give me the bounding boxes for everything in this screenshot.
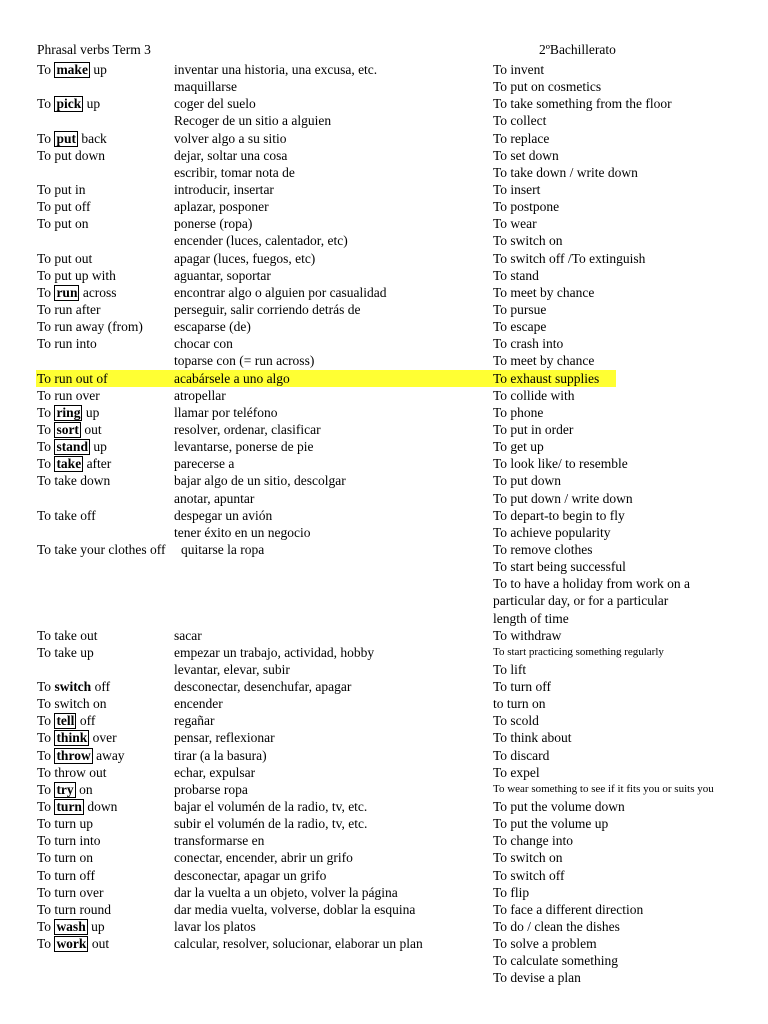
table-row: [0, 781, 768, 798]
spanish-meaning: escribir, tomar nota de: [174, 164, 295, 180]
english-meaning: To meet by chance: [493, 284, 595, 300]
table-row: [0, 918, 768, 935]
phrasal-verb: [37, 250, 92, 267]
english-meaning: To switch on: [493, 850, 563, 866]
verb-prefix: To take your clothes off: [37, 541, 166, 557]
course-label: 2ºBachillerato: [539, 42, 616, 57]
english-meaning: To look like/ to resemble: [493, 456, 628, 472]
phrasal-verb: [37, 935, 109, 952]
english-meaning: To postpone: [493, 199, 560, 215]
phrasal-verb: [37, 284, 117, 301]
phrasal-verb: [37, 627, 98, 644]
verb-prefix: To run after: [37, 301, 101, 317]
spanish-meaning: despegar un avión: [174, 507, 273, 523]
verb-particle: off: [91, 679, 111, 695]
verb-prefix: To put up with: [37, 267, 116, 283]
verb-particle: out: [80, 421, 102, 437]
spanish-meaning: sacar: [174, 627, 202, 643]
verb-keyword: think: [56, 730, 88, 746]
phrasal-verb: [37, 832, 101, 849]
verb-keyword: throw: [56, 747, 91, 763]
table-row: [0, 969, 768, 986]
spanish-meaning: dejar, soltar una cosa: [174, 147, 288, 163]
table-row: [0, 438, 768, 455]
table-row: [0, 935, 768, 952]
table-row: [0, 318, 768, 335]
table-row: [0, 472, 768, 489]
verb-prefix: To: [37, 799, 55, 815]
english-meaning: To pursue: [493, 301, 547, 317]
verb-prefix: To run out of: [37, 370, 108, 386]
table-row: [0, 575, 768, 592]
phrasal-verb: [37, 849, 93, 866]
english-meaning: To face a different direction: [493, 901, 644, 917]
phrasal-verb-table: [0, 61, 768, 987]
spanish-meaning: encender (luces, calentador, etc): [174, 233, 348, 249]
phrasal-verb: [37, 267, 116, 284]
table-row: [0, 884, 768, 901]
english-meaning: To stand: [493, 267, 539, 283]
table-row: [0, 181, 768, 198]
table-row: [0, 952, 768, 969]
spanish-meaning: transformarse en: [174, 833, 265, 849]
verb-prefix: To turn off: [37, 867, 96, 883]
english-meaning: To change into: [493, 833, 574, 849]
verb-prefix: To put out: [37, 250, 93, 266]
phrasal-verb: [37, 215, 89, 232]
table-row: [0, 61, 768, 78]
verb-prefix: To run away (from): [37, 319, 143, 335]
phrasal-verb: [37, 370, 108, 387]
phrasal-verb: [37, 147, 105, 164]
table-row: [0, 541, 768, 558]
verb-keyword: ring: [56, 404, 81, 420]
english-meaning: To switch off /To extinguish: [493, 250, 646, 266]
verb-keyword: stand: [56, 439, 88, 455]
table-row: [0, 832, 768, 849]
verb-keyword: sort: [56, 421, 79, 437]
verb-prefix: To take up: [37, 644, 94, 660]
spanish-meaning: calcular, resolver, solucionar, elaborar un plan: [174, 936, 423, 952]
verb-keyword: run: [56, 284, 78, 300]
english-meaning: To put down: [493, 473, 562, 489]
table-row: [0, 164, 768, 181]
verb-prefix: To put down: [37, 147, 106, 163]
verb-prefix: To: [37, 679, 55, 695]
spanish-meaning: chocar con: [174, 336, 233, 352]
phrasal-verb: [37, 301, 101, 318]
table-row: [0, 421, 768, 438]
table-row: [0, 267, 768, 284]
verb-keyword: make: [56, 62, 88, 77]
table-row: [0, 250, 768, 267]
table-row: [0, 610, 768, 627]
verb-keyword: tell: [56, 713, 75, 729]
english-meaning: To take down / write down: [493, 164, 638, 180]
verb-prefix: To put on: [37, 216, 89, 232]
table-row: [0, 524, 768, 541]
table-row: [0, 455, 768, 472]
spanish-meaning: volver algo a su sitio: [174, 130, 287, 146]
spanish-meaning: Recoger de un sitio a alguien: [174, 113, 332, 129]
phrasal-verb: [37, 901, 111, 918]
table-row: [0, 147, 768, 164]
table-row: [0, 352, 768, 369]
spanish-meaning: aguantar, soportar: [174, 267, 271, 283]
verb-particle: up: [87, 919, 105, 935]
english-meaning: To calculate something: [493, 953, 619, 969]
spanish-meaning: perseguir, salir corriendo detrás de: [174, 301, 361, 317]
spanish-meaning: probarse ropa: [174, 781, 248, 797]
table-row: [0, 335, 768, 352]
phrasal-verb: [37, 918, 105, 935]
spanish-meaning: llamar por teléfono: [174, 404, 278, 420]
table-row: [0, 849, 768, 866]
spanish-meaning: introducir, insertar: [174, 181, 274, 197]
english-meaning: To think about: [493, 730, 572, 746]
phrasal-verb: [37, 181, 86, 198]
spanish-meaning: desconectar, desenchufar, apagar: [174, 679, 352, 695]
phrasal-verb: [37, 884, 104, 901]
table-row: [0, 112, 768, 129]
verb-prefix: To: [37, 730, 55, 746]
spanish-meaning: anotar, apuntar: [174, 490, 255, 506]
verb-prefix: To: [37, 919, 55, 935]
english-meaning: To take something from the floor: [493, 96, 672, 112]
english-meaning: To put in order: [493, 421, 574, 437]
verb-prefix: To turn round: [37, 901, 112, 917]
english-meaning: To solve a problem: [493, 936, 597, 952]
english-meaning: To depart-to begin to fly: [493, 507, 625, 523]
verb-prefix: To run over: [37, 387, 100, 403]
english-meaning: To expel: [493, 764, 540, 780]
verb-particle: across: [79, 284, 117, 300]
english-meaning: To invent: [493, 62, 545, 77]
table-row: [0, 284, 768, 301]
english-meaning: length of time: [493, 610, 569, 626]
verb-prefix: To: [37, 456, 55, 472]
spanish-meaning: coger del suelo: [174, 96, 256, 112]
table-row: [0, 95, 768, 112]
phrasal-verb: [37, 318, 143, 335]
spanish-meaning: bajar algo de un sitio, descolgar: [174, 473, 346, 489]
english-meaning: To achieve popularity: [493, 524, 611, 540]
phrasal-verb: [37, 335, 97, 352]
spanish-meaning: quitarse la ropa: [181, 541, 265, 557]
verb-prefix: To: [37, 747, 55, 763]
english-meaning: To phone: [493, 404, 544, 420]
verb-particle: up: [89, 439, 107, 455]
spanish-meaning: encontrar algo o alguien por casualidad: [174, 284, 387, 300]
spanish-meaning: aplazar, posponer: [174, 199, 269, 215]
english-meaning: To turn off: [493, 679, 552, 695]
phrasal-verb: [37, 695, 107, 712]
table-row: [0, 387, 768, 404]
document-title: Phrasal verbs Term 3: [37, 42, 151, 57]
table-row: [0, 490, 768, 507]
verb-particle: up: [83, 96, 101, 112]
english-meaning: To switch off: [493, 867, 565, 883]
verb-prefix: To take off: [37, 507, 96, 523]
table-row: [0, 747, 768, 764]
table-row: [0, 592, 768, 609]
english-meaning: To exhaust supplies: [493, 370, 600, 386]
english-meaning: To to have a holiday from work on a: [493, 576, 691, 592]
english-meaning: To wear: [493, 216, 537, 232]
english-meaning: particular day, or for a particular: [493, 593, 669, 609]
table-row: [0, 627, 768, 644]
english-meaning: To put the volume up: [493, 816, 609, 832]
table-row: [0, 404, 768, 421]
spanish-meaning: empezar un trabajo, actividad, hobby: [174, 644, 375, 660]
verb-prefix: To turn into: [37, 833, 101, 849]
spanish-meaning: tirar (a la basura): [174, 747, 267, 763]
english-meaning: To replace: [493, 130, 550, 146]
verb-keyword: try: [56, 781, 74, 797]
table-row: [0, 644, 768, 661]
spanish-meaning: parecerse a: [174, 456, 235, 472]
table-row: [0, 130, 768, 147]
phrasal-verb: [37, 747, 125, 764]
phrasal-verb: [37, 781, 93, 798]
spanish-meaning: resolver, ordenar, clasificar: [174, 421, 321, 437]
verb-prefix: To: [37, 130, 55, 146]
spanish-meaning: desconectar, apagar un grifo: [174, 867, 327, 883]
spanish-meaning: dar media vuelta, volverse, doblar la esquina: [174, 901, 416, 917]
table-row: [0, 695, 768, 712]
verb-prefix: To take down: [37, 473, 111, 489]
verb-particle: on: [75, 781, 93, 797]
spanish-meaning: inventar una historia, una excusa, etc.: [174, 62, 378, 77]
english-meaning: To crash into: [493, 336, 564, 352]
spanish-meaning: tener éxito en un negocio: [174, 524, 311, 540]
spanish-meaning: apagar (luces, fuegos, etc): [174, 250, 316, 266]
verb-keyword: wash: [56, 919, 86, 935]
verb-prefix: To: [37, 936, 55, 952]
verb-particle: back: [77, 130, 107, 146]
verb-prefix: To switch on: [37, 696, 107, 712]
phrasal-verb: [37, 472, 110, 489]
spanish-meaning: pensar, reflexionar: [174, 730, 275, 746]
english-meaning: To withdraw: [493, 627, 562, 643]
english-meaning: To insert: [493, 181, 541, 197]
phrasal-verb: [37, 95, 100, 112]
phrasal-verb: [37, 764, 107, 781]
phrasal-verb: [37, 729, 117, 746]
english-meaning: To get up: [493, 439, 544, 455]
verb-particle: away: [92, 747, 125, 763]
verb-prefix: To run into: [37, 336, 97, 352]
english-meaning: To put down / write down: [493, 490, 633, 506]
spanish-meaning: ponerse (ropa): [174, 216, 253, 232]
table-row: [0, 198, 768, 215]
verb-keyword: pick: [56, 96, 82, 112]
verb-prefix: To: [37, 62, 55, 77]
verb-particle: out: [88, 936, 110, 952]
phrasal-verb: [37, 798, 117, 815]
phrasal-verb: [37, 644, 94, 661]
verb-particle: down: [83, 799, 118, 815]
verb-keyword: work: [56, 936, 87, 952]
verb-prefix: To take out: [37, 627, 98, 643]
english-meaning: To put the volume down: [493, 799, 625, 815]
phrasal-verb: [37, 455, 111, 472]
spanish-meaning: levantar, elevar, subir: [174, 661, 290, 677]
table-row: [0, 867, 768, 884]
document-header: [37, 42, 768, 60]
english-meaning: To wear something to see if it fits you or suits you: [493, 782, 714, 795]
english-meaning: To start practicing something regularly: [493, 645, 664, 658]
verb-keyword: put: [56, 130, 76, 146]
phrasal-verb: [37, 387, 100, 404]
spanish-meaning: encender: [174, 696, 223, 712]
verb-prefix: To: [37, 781, 55, 797]
phrasal-verb: [37, 712, 95, 729]
english-meaning: To flip: [493, 884, 530, 900]
phrasal-verb: [37, 438, 107, 455]
verb-prefix: To turn over: [37, 884, 104, 900]
verb-particle: up: [89, 62, 107, 77]
verb-prefix: To throw out: [37, 764, 107, 780]
phrasal-verb: [37, 678, 110, 695]
english-meaning: To devise a plan: [493, 970, 581, 986]
spanish-meaning: atropellar: [174, 387, 226, 403]
spanish-meaning: toparse con (= run across): [174, 353, 315, 369]
table-row: [0, 764, 768, 781]
table-row: [0, 215, 768, 232]
phrasal-verb: [37, 867, 95, 884]
verb-keyword: turn: [56, 799, 82, 815]
verb-prefix: To: [37, 96, 55, 112]
verb-keyword: switch: [54, 679, 92, 695]
table-row: [0, 815, 768, 832]
english-meaning: To meet by chance: [493, 353, 595, 369]
verb-keyword: take: [56, 456, 82, 472]
english-meaning: to turn on: [493, 696, 546, 712]
verb-prefix: To turn up: [37, 816, 94, 832]
verb-prefix: To: [37, 713, 55, 729]
spanish-meaning: bajar el volumén de la radio, tv, etc.: [174, 799, 368, 815]
table-row: [0, 678, 768, 695]
spanish-meaning: acabársele a uno algo: [174, 370, 290, 386]
phrasal-verb: [37, 404, 99, 421]
phrasal-verb: [37, 198, 91, 215]
table-row: [0, 798, 768, 815]
english-meaning: To lift: [493, 661, 527, 677]
spanish-meaning: maquillarse: [174, 79, 237, 95]
phrasal-verb: [37, 815, 93, 832]
verb-particle: after: [83, 456, 112, 472]
english-meaning: To collect: [493, 113, 547, 129]
english-meaning: To remove clothes: [493, 541, 593, 557]
table-row: [0, 507, 768, 524]
phrasal-verb: [37, 61, 107, 78]
table-row: [0, 558, 768, 575]
english-meaning: To escape: [493, 319, 547, 335]
verb-prefix: To: [37, 439, 55, 455]
spanish-meaning: dar la vuelta a un objeto, volver la página: [174, 884, 398, 900]
phrasal-verb: [37, 130, 107, 147]
table-row: [0, 661, 768, 678]
english-meaning: To set down: [493, 147, 559, 163]
english-meaning: To discard: [493, 747, 550, 763]
table-row: [0, 78, 768, 95]
spanish-meaning: echar, expulsar: [174, 764, 256, 780]
table-row: [0, 370, 768, 387]
table-row: [0, 729, 768, 746]
phrasal-verb: [37, 507, 96, 524]
english-meaning: To put on cosmetics: [493, 79, 602, 95]
spanish-meaning: levantarse, ponerse de pie: [174, 439, 314, 455]
spanish-meaning: escaparse (de): [174, 319, 251, 335]
spanish-meaning: lavar los platos: [174, 919, 256, 935]
english-meaning: To switch on: [493, 233, 563, 249]
verb-prefix: To put off: [37, 199, 91, 215]
verb-prefix: To: [37, 284, 55, 300]
phrasal-verb: [37, 541, 166, 558]
english-meaning: To collide with: [493, 387, 575, 403]
verb-prefix: To put in: [37, 181, 86, 197]
table-row: [0, 712, 768, 729]
verb-prefix: To: [37, 404, 55, 420]
verb-particle: over: [89, 730, 117, 746]
verb-prefix: To turn on: [37, 850, 94, 866]
table-row: [0, 232, 768, 249]
verb-prefix: To: [37, 421, 55, 437]
table-row: [0, 901, 768, 918]
spanish-meaning: regañar: [174, 713, 215, 729]
english-meaning: To start being successful: [493, 559, 626, 575]
spanish-meaning: subir el volumén de la radio, tv, etc.: [174, 816, 368, 832]
verb-particle: up: [82, 404, 100, 420]
table-row: [0, 301, 768, 318]
english-meaning: To scold: [493, 713, 539, 729]
spanish-meaning: conectar, encender, abrir un grifo: [174, 850, 353, 866]
phrasal-verb: [37, 421, 102, 438]
verb-particle: off: [76, 713, 96, 729]
english-meaning: To do / clean the dishes: [493, 919, 620, 935]
